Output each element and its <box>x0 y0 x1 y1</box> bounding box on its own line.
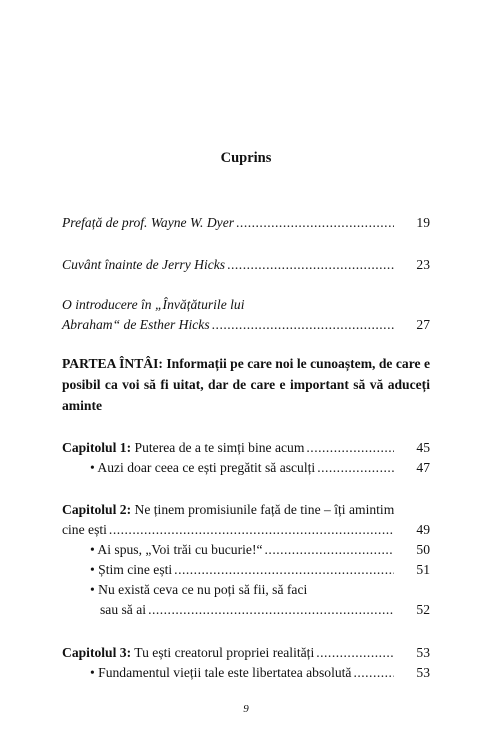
toc-page-number: 51 <box>416 562 430 577</box>
toc-entry-title-line: O introducere în „Învățăturile lui <box>62 297 245 312</box>
subentry-title: • Ai spus, „Voi trăi cu bucurie!“ <box>90 542 263 557</box>
toc-subentry[interactable] <box>62 560 430 580</box>
page-title: Cuprins <box>220 150 272 166</box>
subentry-title: • Auzi doar ceea ce ești pregătit să asculți <box>90 460 316 475</box>
subentry-title: • Știm cine ești <box>90 562 173 577</box>
chapter-title: Ne ținem promisiunile față de tine – îți amintim <box>134 502 395 517</box>
toc-chapter-3[interactable] <box>62 643 430 683</box>
toc-page-number: 49 <box>416 522 430 537</box>
dot-leader <box>236 213 394 233</box>
toc-entry-title: Cuvânt înainte de Jerry Hicks <box>62 257 226 272</box>
toc-page-number: 45 <box>416 440 430 455</box>
chapter-title: Puterea de a te simți bine acum <box>134 440 305 455</box>
dot-leader <box>109 520 394 540</box>
chapter-title: Tu ești creatorul propriei realități <box>134 645 315 660</box>
subentry-title: • Fundamentul vieții tale este libertatea absolută <box>90 665 352 680</box>
toc-entry-preface[interactable] <box>62 213 430 233</box>
toc-page-number: 50 <box>416 542 430 557</box>
toc-subentry[interactable] <box>62 663 430 683</box>
dot-leader <box>227 255 394 275</box>
part-one-heading <box>62 353 430 416</box>
dot-leader <box>306 438 394 458</box>
toc-entry-introduction[interactable] <box>62 295 430 335</box>
part-title: Informații pe care noi le cunoaștem, de care e posibil ca voi să fi uitat, dar de care e important să vă aduceți aminte <box>62 356 431 413</box>
toc-page-number: 52 <box>416 602 430 617</box>
chapter-label: Capitolul 3: <box>62 645 132 660</box>
part-label: PARTEA ÎNTÂI: <box>62 356 163 371</box>
toc-subentry[interactable] <box>62 580 430 620</box>
dot-leader <box>174 560 394 580</box>
dot-leader <box>317 458 394 478</box>
chapter-label: Capitolul 2: <box>62 502 132 517</box>
dot-leader <box>265 540 394 560</box>
dot-leader <box>148 600 394 620</box>
subentry-title-cont: sau să ai <box>100 602 147 617</box>
toc-subentry[interactable] <box>62 540 430 560</box>
toc-entry-foreword[interactable] <box>62 255 430 275</box>
page-number: 9 <box>243 703 249 715</box>
toc-subentry[interactable] <box>62 458 430 478</box>
toc-entry-title: Prefață de prof. Wayne W. Dyer <box>62 215 235 230</box>
toc-chapter-1[interactable] <box>62 438 430 478</box>
subentry-title: • Nu există ceva ce nu poți să fii, să faci <box>90 582 308 597</box>
toc-page-number: 53 <box>416 665 430 680</box>
toc-chapter-2[interactable] <box>62 500 430 620</box>
dot-leader <box>212 315 394 335</box>
toc-page-number: 47 <box>416 460 430 475</box>
toc-page-number: 53 <box>416 645 430 660</box>
dot-leader <box>353 663 394 683</box>
toc-page-number: 27 <box>416 317 430 332</box>
dot-leader <box>316 643 394 663</box>
chapter-title-cont: cine ești <box>62 522 107 537</box>
toc-entry-title-line: Abraham“ de Esther Hicks <box>62 317 210 332</box>
toc-page-number: 23 <box>416 257 430 272</box>
toc-page-number: 19 <box>416 215 430 230</box>
chapter-label: Capitolul 1: <box>62 440 132 455</box>
